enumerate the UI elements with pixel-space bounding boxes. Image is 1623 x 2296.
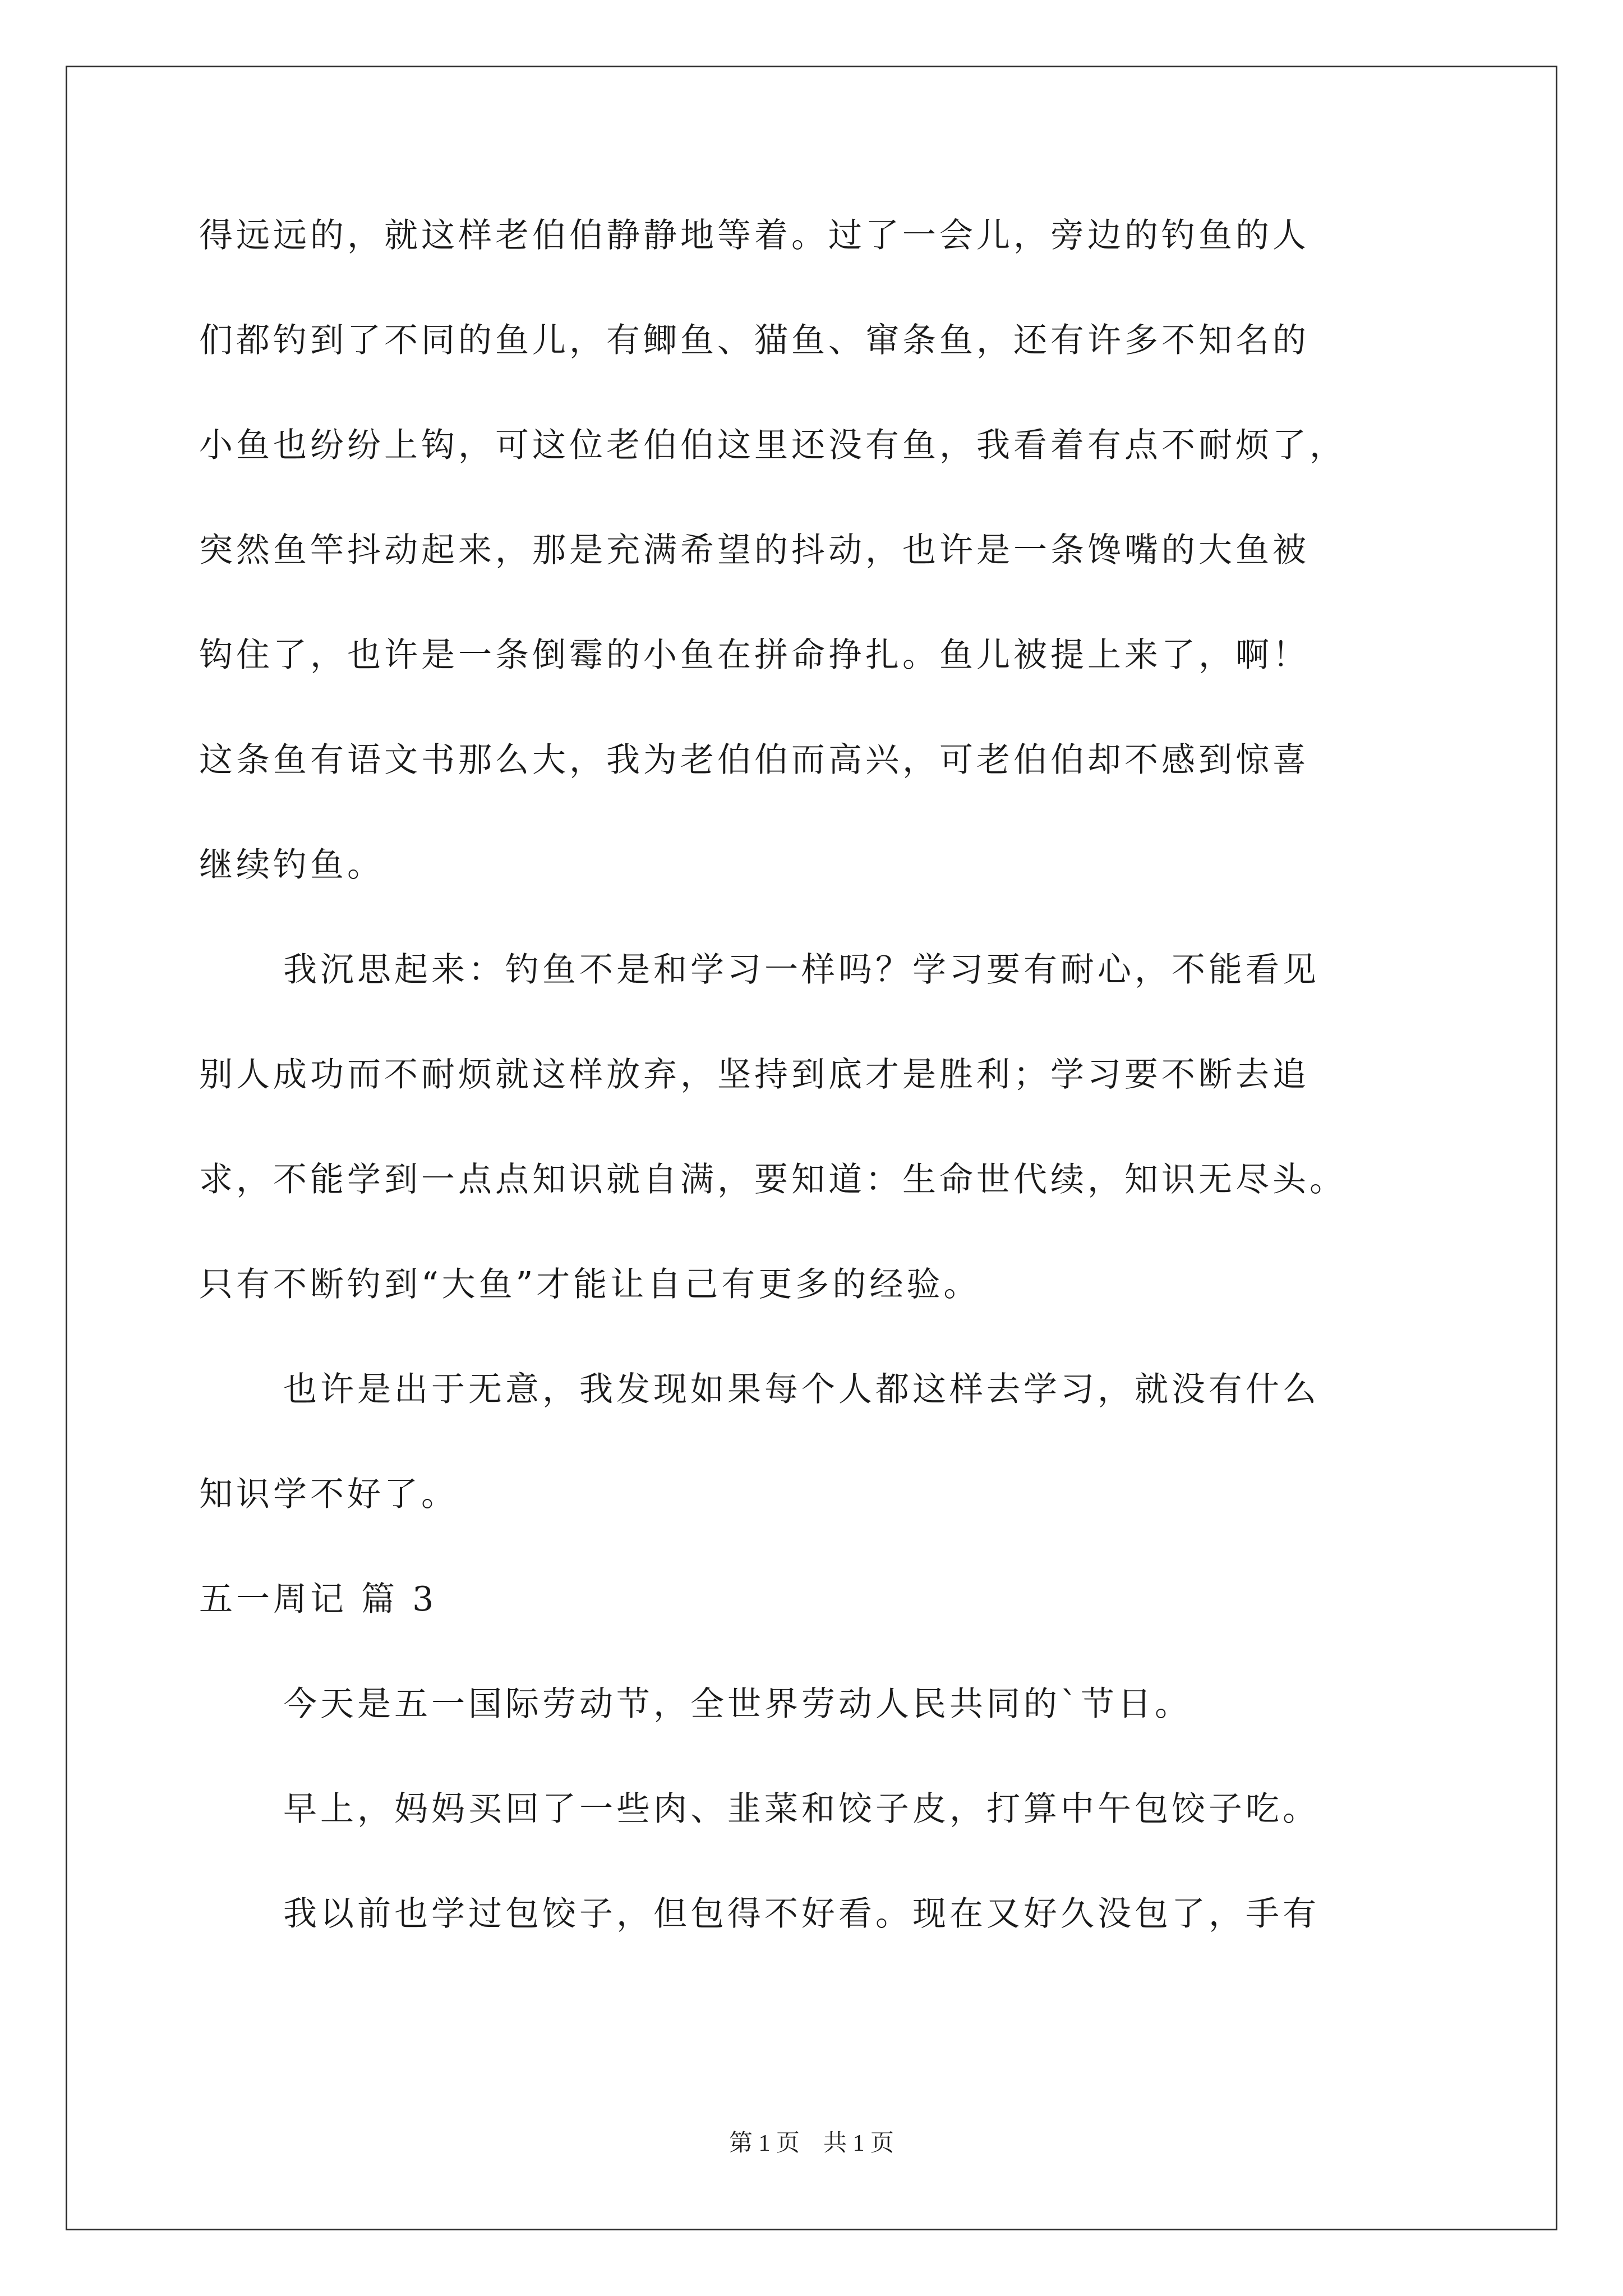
paragraph-start-line: 我以前也学过包饺子，但包得不好看。现在又好久没包了，手有	[283, 1894, 1320, 1934]
text-line: 突然鱼竿抖动起来，那是充满希望的抖动，也许是一条馋嘴的大鱼被	[199, 531, 1310, 570]
paragraph-start-line: 也许是出于无意，我发现如果每个人都这样去学习，就没有什么	[283, 1370, 1320, 1409]
text-line: 们都钓到了不同的鱼儿，有鲫鱼、猫鱼、窜条鱼，还有许多不知名的	[199, 321, 1310, 360]
text-line: 小鱼也纷纷上钩，可这位老伯伯这里还没有鱼，我看着有点不耐烦了，	[199, 426, 1347, 465]
document-body	[199, 216, 1433, 2002]
text-line: 这条鱼有语文书那么大，我为老伯伯而高兴，可老伯伯却不感到惊喜	[199, 740, 1310, 780]
text-line: 得远远的，就这样老伯伯静静地等着。过了一会儿，旁边的钓鱼的人	[199, 216, 1310, 255]
text-line: 求，不能学到一点点知识就自满，要知道：生命世代续，知识无尽头。	[199, 1160, 1347, 1199]
text-line: 钩住了，也许是一条倒霉的小鱼在拼命挣扎。鱼儿被提上来了，啊！	[199, 636, 1310, 675]
paragraph-start-line: 我沉思起来：钓鱼不是和学习一样吗？学习要有耐心，不能看见	[283, 950, 1320, 990]
text-line: 知识学不好了。	[199, 1475, 458, 1514]
text-line: 别人成功而不耐烦就这样放弃，坚持到底才是胜利；学习要不断去追	[199, 1055, 1310, 1094]
text-line: 只有不断钓到“大鱼”才能让自己有更多的经验。	[199, 1265, 981, 1304]
section-heading: 五一周记 篇 3	[199, 1580, 437, 1619]
page-number-footer: 第 1 页 共 1 页	[728, 2131, 894, 2156]
paragraph-start-line: 今天是五一国际劳动节，全世界劳动人民共同的`节日。	[283, 1685, 1192, 1724]
text-line: 继续钓鱼。	[199, 845, 384, 885]
paragraph-start-line: 早上，妈妈买回了一些肉、韭菜和饺子皮，打算中午包饺子吃。	[283, 1789, 1320, 1829]
